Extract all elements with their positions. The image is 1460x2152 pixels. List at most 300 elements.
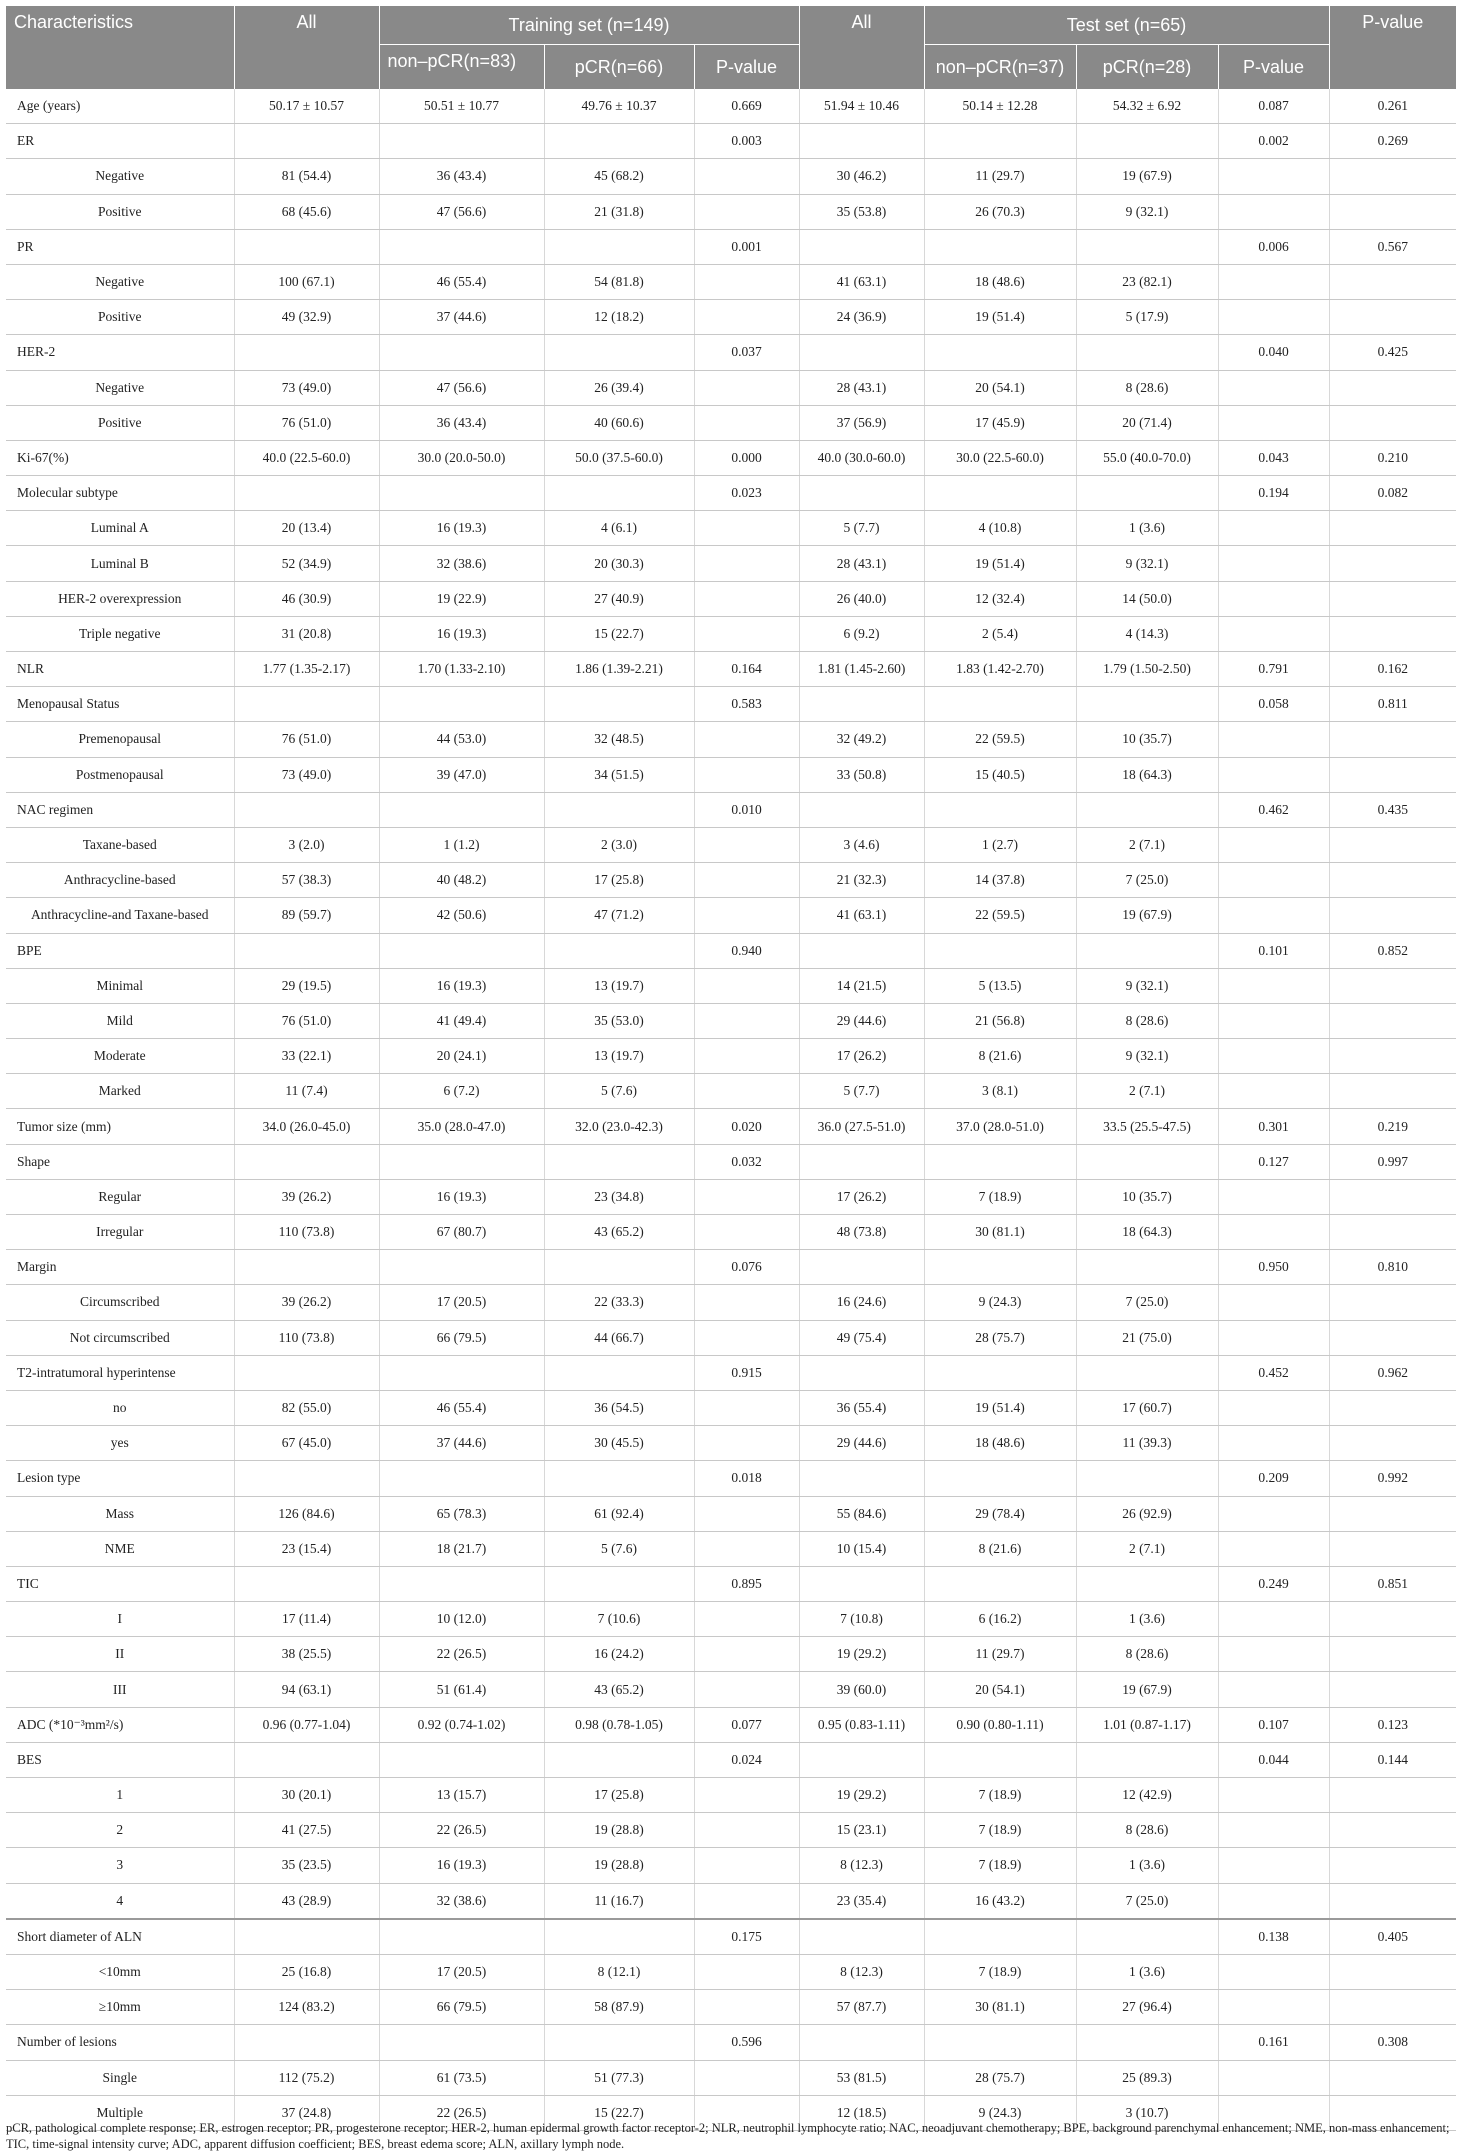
table-row (6, 1109, 1456, 1144)
table-header (6, 6, 1456, 89)
cell-test-non-pcr: 20 (54.1) (924, 1672, 1076, 1707)
cell-test-p-value (1218, 581, 1329, 616)
cell-overall-p-value (1329, 1390, 1456, 1425)
cell-train-p-value (694, 1215, 799, 1250)
cell-test-non-pcr: 50.14 ± 12.28 (924, 89, 1076, 124)
cell-test-pcr: 1 (3.6) (1076, 511, 1218, 546)
row-sublabel: Single (6, 2060, 234, 2095)
cell-train-non-pcr: 16 (19.3) (379, 616, 544, 651)
row-label: Menopausal Status (6, 687, 234, 722)
cell-all-train (234, 1355, 379, 1390)
cell-train-non-pcr: 16 (19.3) (379, 1848, 544, 1883)
cell-overall-p-value (1329, 1531, 1456, 1566)
table-row (6, 1637, 1456, 1672)
table-row (6, 1320, 1456, 1355)
cell-train-pcr: 8 (12.1) (544, 1954, 694, 1989)
cell-train-p-value: 0.175 (694, 1919, 799, 1955)
cell-train-p-value: 0.669 (694, 89, 799, 124)
cell-train-p-value: 0.032 (694, 1144, 799, 1179)
cell-test-non-pcr: 28 (75.7) (924, 1320, 1076, 1355)
row-sublabel: Luminal A (6, 511, 234, 546)
cell-train-p-value (694, 757, 799, 792)
cell-train-non-pcr: 20 (24.1) (379, 1039, 544, 1074)
cell-test-non-pcr (924, 1919, 1076, 1955)
cell-train-non-pcr (379, 1250, 544, 1285)
cell-train-p-value: 0.023 (694, 476, 799, 511)
cell-all-train: 43 (28.9) (234, 1883, 379, 1919)
cell-train-non-pcr: 16 (19.3) (379, 1179, 544, 1214)
cell-train-pcr: 44 (66.7) (544, 1320, 694, 1355)
cell-train-pcr: 5 (7.6) (544, 1531, 694, 1566)
cell-all-test: 28 (43.1) (799, 546, 924, 581)
cell-all-test: 5 (7.7) (799, 1074, 924, 1109)
characteristics-table (6, 6, 1456, 2131)
cell-all-train: 39 (26.2) (234, 1179, 379, 1214)
table-row (6, 1496, 1456, 1531)
cell-all-test: 16 (24.6) (799, 1285, 924, 1320)
cell-all-test: 24 (36.9) (799, 300, 924, 335)
cell-all-train: 124 (83.2) (234, 1990, 379, 2025)
row-label: NAC regimen (6, 792, 234, 827)
cell-all-train: 31 (20.8) (234, 616, 379, 651)
row-sublabel: 2 (6, 1813, 234, 1848)
cell-test-pcr: 3 (10.7) (1076, 2095, 1218, 2130)
cell-overall-p-value (1329, 1320, 1456, 1355)
cell-train-p-value: 0.003 (694, 124, 799, 159)
cell-overall-p-value: 0.219 (1329, 1109, 1456, 1144)
cell-test-non-pcr (924, 687, 1076, 722)
cell-all-train: 34.0 (26.0-45.0) (234, 1109, 379, 1144)
cell-test-pcr (1076, 2025, 1218, 2060)
header-train-non-pcr: non–pCR(n=83) (379, 45, 544, 90)
cell-test-pcr (1076, 1355, 1218, 1390)
cell-overall-p-value: 0.997 (1329, 1144, 1456, 1179)
cell-train-pcr (544, 476, 694, 511)
cell-overall-p-value (1329, 1954, 1456, 1989)
table-row (6, 89, 1456, 124)
table-row (6, 1250, 1456, 1285)
cell-test-non-pcr: 5 (13.5) (924, 968, 1076, 1003)
table-row (6, 933, 1456, 968)
table-row (6, 159, 1456, 194)
cell-all-test (799, 1250, 924, 1285)
cell-train-non-pcr: 16 (19.3) (379, 968, 544, 1003)
cell-test-p-value (1218, 1848, 1329, 1883)
cell-test-p-value (1218, 1390, 1329, 1425)
cell-test-pcr (1076, 229, 1218, 264)
cell-train-p-value (694, 1531, 799, 1566)
cell-overall-p-value (1329, 1003, 1456, 1038)
row-label: T2-intratumoral hyperintense (6, 1355, 234, 1390)
row-sublabel: Irregular (6, 1215, 234, 1250)
cell-test-pcr: 7 (25.0) (1076, 863, 1218, 898)
cell-all-train: 49 (32.9) (234, 300, 379, 335)
cell-test-non-pcr: 6 (16.2) (924, 1602, 1076, 1637)
cell-all-train (234, 1250, 379, 1285)
cell-train-p-value (694, 616, 799, 651)
cell-train-non-pcr: 30.0 (20.0-50.0) (379, 440, 544, 475)
cell-test-p-value: 0.301 (1218, 1109, 1329, 1144)
cell-test-pcr (1076, 1566, 1218, 1601)
cell-train-p-value: 0.020 (694, 1109, 799, 1144)
cell-train-pcr: 13 (19.7) (544, 968, 694, 1003)
cell-test-p-value: 0.040 (1218, 335, 1329, 370)
cell-all-test: 30 (46.2) (799, 159, 924, 194)
cell-test-p-value (1218, 1954, 1329, 1989)
table-row (6, 335, 1456, 370)
cell-test-p-value: 0.791 (1218, 652, 1329, 687)
cell-all-test: 15 (23.1) (799, 1813, 924, 1848)
cell-all-train: 110 (73.8) (234, 1320, 379, 1355)
cell-test-non-pcr: 30 (81.1) (924, 1215, 1076, 1250)
header-p-value: P-value (1329, 6, 1456, 89)
cell-all-train: 112 (75.2) (234, 2060, 379, 2095)
row-label: Number of lesions (6, 2025, 234, 2060)
cell-all-test (799, 792, 924, 827)
cell-all-train: 1.77 (1.35-2.17) (234, 652, 379, 687)
cell-train-pcr: 23 (34.8) (544, 1179, 694, 1214)
cell-train-pcr: 19 (28.8) (544, 1813, 694, 1848)
cell-test-non-pcr: 28 (75.7) (924, 2060, 1076, 2095)
table-row (6, 300, 1456, 335)
cell-train-pcr: 61 (92.4) (544, 1496, 694, 1531)
cell-test-non-pcr: 30.0 (22.5-60.0) (924, 440, 1076, 475)
cell-all-train: 81 (54.4) (234, 159, 379, 194)
cell-overall-p-value: 0.210 (1329, 440, 1456, 475)
row-sublabel: Mild (6, 1003, 234, 1038)
cell-train-non-pcr: 35.0 (28.0-47.0) (379, 1109, 544, 1144)
cell-all-test: 7 (10.8) (799, 1602, 924, 1637)
cell-train-p-value (694, 581, 799, 616)
cell-all-train: 126 (84.6) (234, 1496, 379, 1531)
cell-test-p-value (1218, 1496, 1329, 1531)
cell-test-non-pcr: 1.83 (1.42-2.70) (924, 652, 1076, 687)
cell-train-p-value (694, 1602, 799, 1637)
table-row (6, 1778, 1456, 1813)
cell-test-non-pcr: 11 (29.7) (924, 159, 1076, 194)
cell-test-non-pcr: 7 (18.9) (924, 1848, 1076, 1883)
row-sublabel: 4 (6, 1883, 234, 1919)
cell-train-non-pcr: 37 (44.6) (379, 300, 544, 335)
cell-test-p-value: 0.044 (1218, 1742, 1329, 1777)
cell-all-train (234, 1742, 379, 1777)
cell-test-pcr: 5 (17.9) (1076, 300, 1218, 335)
cell-all-train: 67 (45.0) (234, 1426, 379, 1461)
cell-test-p-value: 0.194 (1218, 476, 1329, 511)
cell-test-p-value (1218, 1602, 1329, 1637)
cell-train-pcr (544, 124, 694, 159)
cell-train-pcr: 19 (28.8) (544, 1848, 694, 1883)
cell-train-pcr (544, 1355, 694, 1390)
row-sublabel: yes (6, 1426, 234, 1461)
cell-all-test: 40.0 (30.0-60.0) (799, 440, 924, 475)
cell-train-pcr: 16 (24.2) (544, 1637, 694, 1672)
cell-train-p-value (694, 1672, 799, 1707)
cell-test-pcr: 4 (14.3) (1076, 616, 1218, 651)
row-sublabel: Mass (6, 1496, 234, 1531)
cell-train-non-pcr (379, 1144, 544, 1179)
cell-test-pcr: 19 (67.9) (1076, 159, 1218, 194)
cell-train-non-pcr: 0.92 (0.74-1.02) (379, 1707, 544, 1742)
cell-train-non-pcr (379, 1355, 544, 1390)
cell-overall-p-value (1329, 616, 1456, 651)
table-row (6, 722, 1456, 757)
cell-train-pcr: 26 (39.4) (544, 370, 694, 405)
cell-train-p-value (694, 1426, 799, 1461)
cell-train-p-value (694, 1848, 799, 1883)
cell-all-test: 49 (75.4) (799, 1320, 924, 1355)
row-sublabel: Postmenopausal (6, 757, 234, 792)
cell-train-p-value: 0.076 (694, 1250, 799, 1285)
cell-test-non-pcr (924, 1144, 1076, 1179)
cell-train-p-value (694, 370, 799, 405)
cell-test-non-pcr (924, 124, 1076, 159)
cell-train-non-pcr: 41 (49.4) (379, 1003, 544, 1038)
cell-train-p-value: 0.000 (694, 440, 799, 475)
cell-all-train: 76 (51.0) (234, 405, 379, 440)
cell-test-p-value: 0.002 (1218, 124, 1329, 159)
cell-all-test: 6 (9.2) (799, 616, 924, 651)
cell-train-non-pcr: 47 (56.6) (379, 370, 544, 405)
cell-test-non-pcr (924, 1742, 1076, 1777)
table-row (6, 546, 1456, 581)
cell-train-p-value (694, 1813, 799, 1848)
cell-train-p-value (694, 722, 799, 757)
cell-train-pcr: 21 (31.8) (544, 194, 694, 229)
table-footnote: pCR, pathological complete response; ER, estrogen receptor; PR, progesterone receptor; HER-2, human epidermal growth factor receptor-2; NLR, neutrophil lymphocyte ratio; NAC, neoadjuvant chemotherapy; BPE, background parenchymal enhancement; NME, non-mass enhancement; TIC, time-signal intensity curve; ADC, apparent diffusion coefficient; BES, breast edema score; ALN, axillary lymph node. (6, 2121, 1450, 2151)
cell-overall-p-value: 0.811 (1329, 687, 1456, 722)
cell-test-pcr (1076, 1742, 1218, 1777)
cell-all-test (799, 476, 924, 511)
cell-test-non-pcr: 9 (24.3) (924, 1285, 1076, 1320)
cell-train-non-pcr: 46 (55.4) (379, 1390, 544, 1425)
table-row (6, 1602, 1456, 1637)
cell-all-test: 23 (35.4) (799, 1883, 924, 1919)
cell-train-pcr: 11 (16.7) (544, 1883, 694, 1919)
table-row (6, 1813, 1456, 1848)
cell-test-p-value: 0.006 (1218, 229, 1329, 264)
cell-test-pcr: 1 (3.6) (1076, 1602, 1218, 1637)
cell-test-pcr: 14 (50.0) (1076, 581, 1218, 616)
cell-train-non-pcr: 61 (73.5) (379, 2060, 544, 2095)
row-label: ER (6, 124, 234, 159)
row-sublabel: II (6, 1637, 234, 1672)
cell-test-non-pcr (924, 2025, 1076, 2060)
cell-train-non-pcr: 16 (19.3) (379, 511, 544, 546)
row-label: Lesion type (6, 1461, 234, 1496)
cell-test-pcr: 2 (7.1) (1076, 1531, 1218, 1566)
cell-all-train: 25 (16.8) (234, 1954, 379, 1989)
row-sublabel: Positive (6, 405, 234, 440)
cell-overall-p-value (1329, 898, 1456, 933)
row-sublabel: Anthracycline-and Taxane-based (6, 898, 234, 933)
row-sublabel: Luminal B (6, 546, 234, 581)
cell-train-p-value (694, 1990, 799, 2025)
cell-test-non-pcr: 11 (29.7) (924, 1637, 1076, 1672)
cell-all-train (234, 124, 379, 159)
row-sublabel: Multiple (6, 2095, 234, 2130)
cell-test-non-pcr: 4 (10.8) (924, 511, 1076, 546)
cell-train-p-value: 0.596 (694, 2025, 799, 2060)
row-sublabel: NME (6, 1531, 234, 1566)
cell-test-p-value: 0.209 (1218, 1461, 1329, 1496)
row-sublabel: Minimal (6, 968, 234, 1003)
cell-overall-p-value: 0.123 (1329, 1707, 1456, 1742)
table-row (6, 1883, 1456, 1919)
cell-test-non-pcr: 18 (48.6) (924, 1426, 1076, 1461)
cell-all-test (799, 229, 924, 264)
cell-test-p-value (1218, 264, 1329, 299)
row-sublabel: 3 (6, 1848, 234, 1883)
cell-overall-p-value: 0.308 (1329, 2025, 1456, 2060)
cell-overall-p-value: 0.269 (1329, 124, 1456, 159)
cell-overall-p-value (1329, 827, 1456, 862)
cell-test-p-value (1218, 300, 1329, 335)
cell-test-pcr: 1 (3.6) (1076, 1848, 1218, 1883)
cell-test-pcr (1076, 476, 1218, 511)
cell-train-non-pcr (379, 1566, 544, 1601)
cell-test-non-pcr: 9 (24.3) (924, 2095, 1076, 2130)
table-row (6, 652, 1456, 687)
row-sublabel: Negative (6, 264, 234, 299)
cell-test-pcr: 9 (32.1) (1076, 194, 1218, 229)
cell-train-pcr: 2 (3.0) (544, 827, 694, 862)
cell-test-non-pcr (924, 229, 1076, 264)
cell-train-pcr: 36 (54.5) (544, 1390, 694, 1425)
cell-test-p-value (1218, 370, 1329, 405)
row-sublabel: Triple negative (6, 616, 234, 651)
row-sublabel: Taxane-based (6, 827, 234, 862)
cell-all-test: 17 (26.2) (799, 1039, 924, 1074)
cell-test-pcr: 12 (42.9) (1076, 1778, 1218, 1813)
cell-all-test (799, 1919, 924, 1955)
cell-all-test (799, 933, 924, 968)
cell-test-non-pcr (924, 335, 1076, 370)
header-train-pcr: pCR(n=66) (544, 45, 694, 90)
cell-all-train (234, 335, 379, 370)
cell-all-train (234, 1566, 379, 1601)
header-test-non-pcr: non–pCR(n=37) (924, 45, 1076, 90)
header-train-p-value: P-value (694, 45, 799, 90)
cell-train-p-value (694, 898, 799, 933)
cell-train-pcr: 43 (65.2) (544, 1672, 694, 1707)
cell-train-pcr (544, 1566, 694, 1601)
cell-train-non-pcr: 1 (1.2) (379, 827, 544, 862)
cell-train-non-pcr: 44 (53.0) (379, 722, 544, 757)
cell-test-pcr (1076, 335, 1218, 370)
cell-test-non-pcr: 7 (18.9) (924, 1778, 1076, 1813)
cell-test-pcr (1076, 1144, 1218, 1179)
cell-test-non-pcr: 15 (40.5) (924, 757, 1076, 792)
cell-all-train: 17 (11.4) (234, 1602, 379, 1637)
cell-overall-p-value (1329, 1426, 1456, 1461)
cell-train-p-value: 0.895 (694, 1566, 799, 1601)
cell-all-test: 51.94 ± 10.46 (799, 89, 924, 124)
cell-all-test: 1.81 (1.45-2.60) (799, 652, 924, 687)
table-row (6, 511, 1456, 546)
cell-test-non-pcr: 20 (54.1) (924, 370, 1076, 405)
cell-all-train: 41 (27.5) (234, 1813, 379, 1848)
table-row (6, 1355, 1456, 1390)
cell-all-test (799, 1742, 924, 1777)
cell-train-non-pcr (379, 933, 544, 968)
cell-train-p-value (694, 827, 799, 862)
cell-test-p-value: 0.058 (1218, 687, 1329, 722)
cell-all-train: 73 (49.0) (234, 757, 379, 792)
cell-overall-p-value (1329, 405, 1456, 440)
cell-all-train: 57 (38.3) (234, 863, 379, 898)
cell-all-test: 26 (40.0) (799, 581, 924, 616)
cell-train-non-pcr: 22 (26.5) (379, 1637, 544, 1672)
cell-train-pcr: 27 (40.9) (544, 581, 694, 616)
cell-overall-p-value: 0.082 (1329, 476, 1456, 511)
cell-test-p-value: 0.950 (1218, 1250, 1329, 1285)
cell-train-p-value (694, 1179, 799, 1214)
table-row (6, 1144, 1456, 1179)
cell-test-p-value: 0.107 (1218, 1707, 1329, 1742)
cell-train-non-pcr: 39 (47.0) (379, 757, 544, 792)
cell-train-non-pcr: 6 (7.2) (379, 1074, 544, 1109)
cell-overall-p-value: 0.425 (1329, 335, 1456, 370)
cell-train-p-value (694, 1390, 799, 1425)
cell-test-p-value (1218, 1672, 1329, 1707)
cell-overall-p-value (1329, 1074, 1456, 1109)
header-training-set: Training set (n=149) (379, 6, 799, 45)
cell-test-pcr (1076, 1461, 1218, 1496)
cell-all-test (799, 1461, 924, 1496)
cell-train-pcr: 5 (7.6) (544, 1074, 694, 1109)
cell-all-train: 3 (2.0) (234, 827, 379, 862)
cell-all-test: 39 (60.0) (799, 1672, 924, 1707)
cell-train-non-pcr: 66 (79.5) (379, 1320, 544, 1355)
cell-overall-p-value: 0.405 (1329, 1919, 1456, 1955)
cell-all-test: 29 (44.6) (799, 1426, 924, 1461)
cell-train-pcr: 20 (30.3) (544, 546, 694, 581)
cell-all-train (234, 933, 379, 968)
cell-all-train: 23 (15.4) (234, 1531, 379, 1566)
cell-train-non-pcr: 65 (78.3) (379, 1496, 544, 1531)
cell-test-pcr: 1 (3.6) (1076, 1954, 1218, 1989)
table-row (6, 581, 1456, 616)
cell-train-p-value (694, 1003, 799, 1038)
table-row (6, 863, 1456, 898)
row-sublabel: HER-2 overexpression (6, 581, 234, 616)
cell-train-non-pcr: 42 (50.6) (379, 898, 544, 933)
cell-train-p-value (694, 159, 799, 194)
cell-all-train: 110 (73.8) (234, 1215, 379, 1250)
cell-test-p-value: 0.452 (1218, 1355, 1329, 1390)
cell-test-pcr: 23 (82.1) (1076, 264, 1218, 299)
cell-all-train: 35 (23.5) (234, 1848, 379, 1883)
cell-train-p-value: 0.010 (694, 792, 799, 827)
cell-all-test: 8 (12.3) (799, 1848, 924, 1883)
cell-all-train: 40.0 (22.5-60.0) (234, 440, 379, 475)
cell-train-non-pcr (379, 2025, 544, 2060)
row-sublabel: Anthracycline-based (6, 863, 234, 898)
cell-test-pcr: 10 (35.7) (1076, 722, 1218, 757)
cell-all-test: 3 (4.6) (799, 827, 924, 862)
cell-train-pcr: 47 (71.2) (544, 898, 694, 933)
cell-train-p-value: 0.164 (694, 652, 799, 687)
cell-train-non-pcr: 18 (21.7) (379, 1531, 544, 1566)
cell-overall-p-value (1329, 1883, 1456, 1919)
cell-test-pcr: 9 (32.1) (1076, 1039, 1218, 1074)
cell-all-test: 21 (32.3) (799, 863, 924, 898)
cell-test-p-value: 0.087 (1218, 89, 1329, 124)
table-row (6, 1426, 1456, 1461)
table-row (6, 1707, 1456, 1742)
cell-train-p-value: 0.001 (694, 229, 799, 264)
